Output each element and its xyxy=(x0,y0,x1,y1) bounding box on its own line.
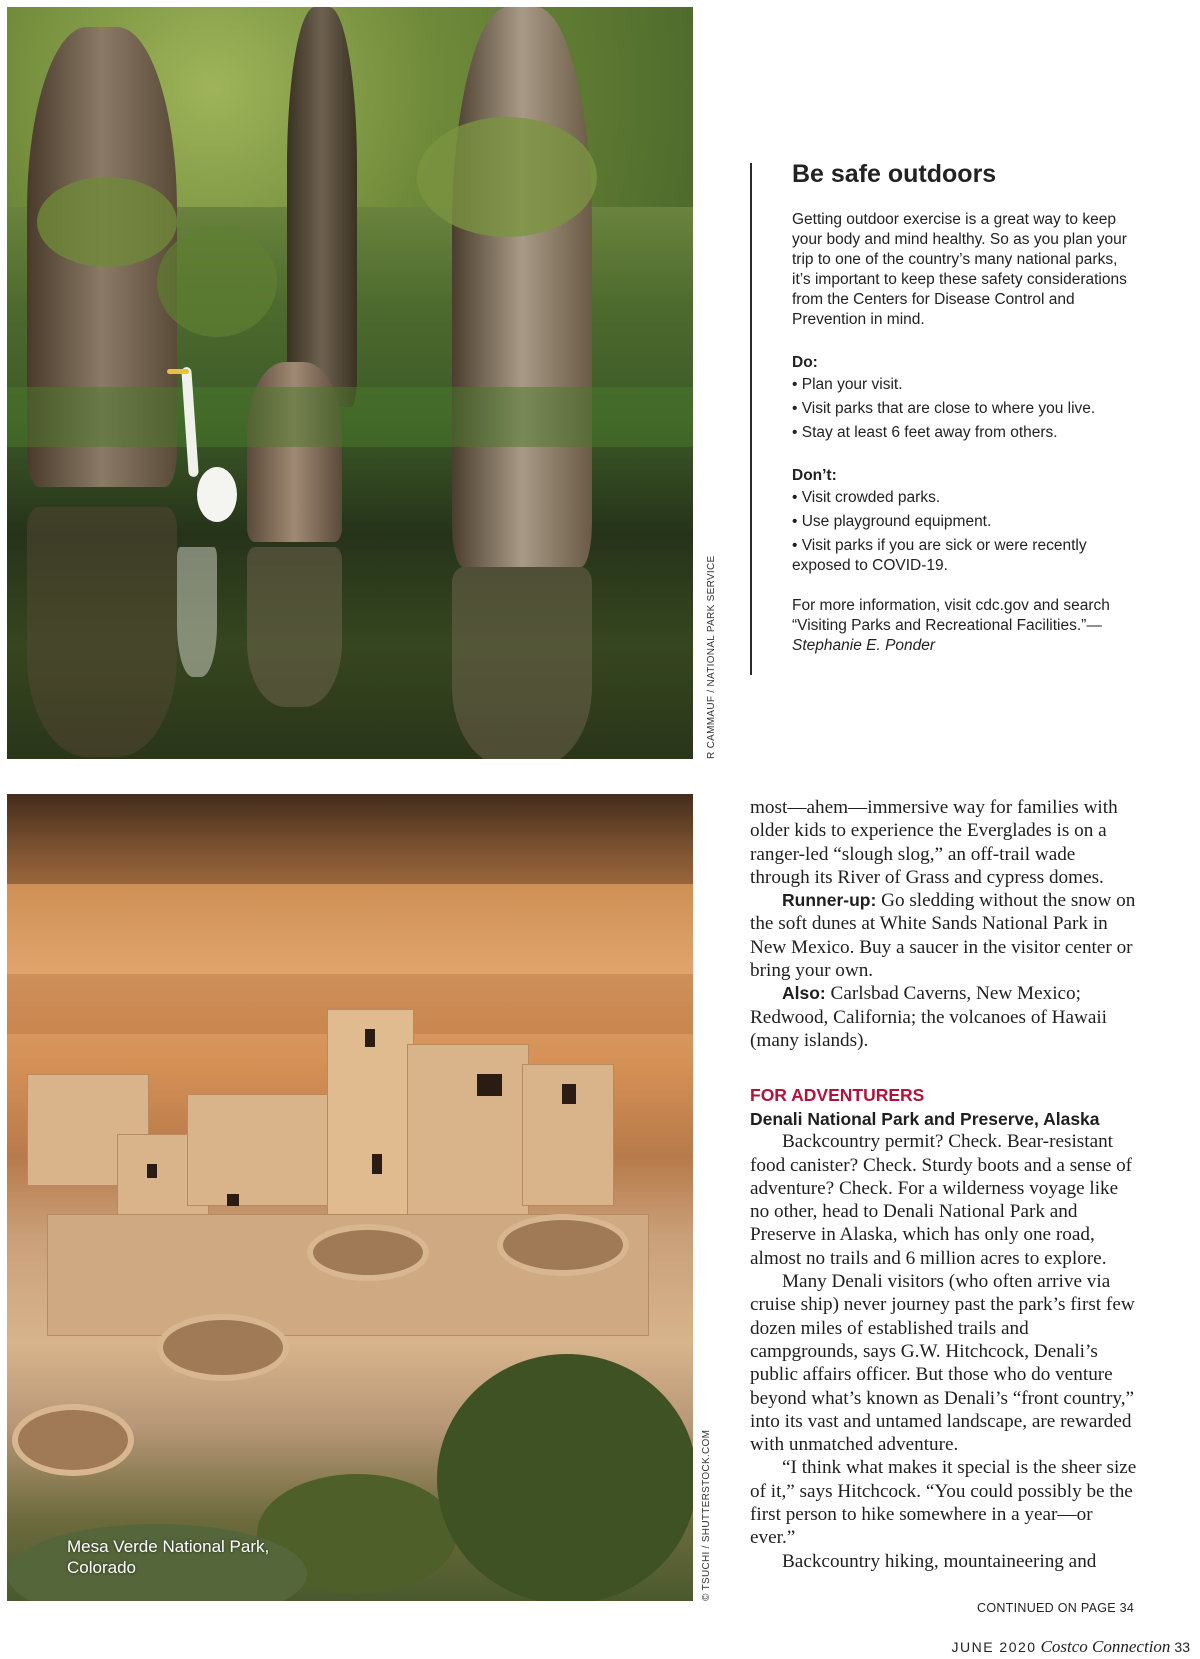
dont-heading: Don’t: xyxy=(792,467,837,484)
do-heading: Do: xyxy=(792,354,818,371)
also-label: Also: xyxy=(782,983,826,1004)
footer-date: JUNE 2020 xyxy=(951,1639,1037,1655)
sidebar-intro: Getting outdoor exercise is a great way to keep your body and mind healthy. So as you plan your trip to one of the country’s many national parks, it’s important to keep these safety considerations from the Centers for Disease Control and Prevention in mind. xyxy=(792,211,1127,328)
dont-list xyxy=(792,488,1137,576)
do-item: • Visit parks that are close to where you live. xyxy=(792,399,1137,419)
page-number: 33 xyxy=(1174,1639,1190,1655)
article-paragraph: Many Denali visitors (who often arrive via cruise ship) never journey past the park’s first few dozen miles of established trails and campgrounds, says G.W. Hitchcock, Denali’s public affairs officer. But those who do venture beyond what’s known as Denali’s “front country,” into its vast and untamed landscape, are rewarded with unmatched adventure. xyxy=(750,1271,1135,1456)
sidebar-rule xyxy=(750,163,752,675)
everglades-photo xyxy=(7,7,693,759)
sidebar-title: Be safe outdoors xyxy=(792,160,997,188)
top-photo-credit: R CAMMAUF / NATIONAL PARK SERVICE xyxy=(706,555,717,759)
runnerup-paragraph xyxy=(750,889,1138,982)
do-item: • Stay at least 6 feet away from others. xyxy=(792,423,1137,443)
egret-figure xyxy=(167,367,235,532)
sidebar-more-info xyxy=(792,596,1137,656)
safety-sidebar xyxy=(792,158,1137,656)
mesa-verde-photo xyxy=(7,794,693,1601)
continued-note: CONTINUED ON PAGE 34 xyxy=(977,1601,1135,1615)
sidebar-byline: —Stephanie E. Ponder xyxy=(792,617,1102,654)
article-column xyxy=(750,796,1138,1573)
runnerup-text: Go sledding without the snow on the soft dunes at White Sands National Park in New Mexico. Buy a saucer in the visitor center or bring your own. xyxy=(750,890,1136,982)
dont-item: • Visit parks if you are sick or were recently exposed to COVID-19. xyxy=(792,536,1137,576)
article-paragraph: “I think what makes it special is the sheer size of it,” says Hitchcock. “You could possibly be the first person to hike somewhere in a year—or ever.” xyxy=(750,1457,1137,1549)
photo-caption: Mesa Verde National Park, Colorado xyxy=(67,1537,270,1577)
page-footer xyxy=(951,1637,1190,1657)
article-paragraph: Backcountry hiking, mountaineering and xyxy=(782,1550,1097,1572)
runnerup-label: Runner-up: xyxy=(782,890,877,911)
also-paragraph xyxy=(750,982,1138,1052)
do-list xyxy=(792,375,1137,443)
article-paragraph: Backcountry permit? Check. Bear-resistant food canister? Check. Sturdy boots and a sense of adventure? Check. For a wilderness voyage like no other, head to Denali National Park and Preserve in Alaska, which has only one road, almost no trails and 6 million acres to explore. xyxy=(750,1131,1133,1269)
park-heading: Denali National Park and Preserve, Alaska xyxy=(750,1109,1100,1130)
bottom-photo-credit: © TSUCHI / SHUTTERSTOCK.COM xyxy=(701,1429,712,1601)
article-paragraph: most—ahem—immersive way for families with older kids to experience the Everglades is on a ranger-led “slough slog,” an off-trail wade through its River of Grass and cypress domes. xyxy=(750,797,1118,888)
dont-item: • Visit crowded parks. xyxy=(792,488,1137,508)
section-heading: FOR ADVENTURERS xyxy=(750,1085,925,1106)
also-text: Carlsbad Caverns, New Mexico; Redwood, California; the volcanoes of Hawaii (many islands). xyxy=(750,983,1108,1051)
do-item: • Plan your visit. xyxy=(792,375,1137,395)
more-info-text: For more information, visit cdc.gov and search “Visiting Parks and Recreational Facilities.” xyxy=(792,597,1110,634)
dont-item: • Use playground equipment. xyxy=(792,512,1137,532)
footer-magazine: Costco Connection xyxy=(1040,1637,1171,1656)
